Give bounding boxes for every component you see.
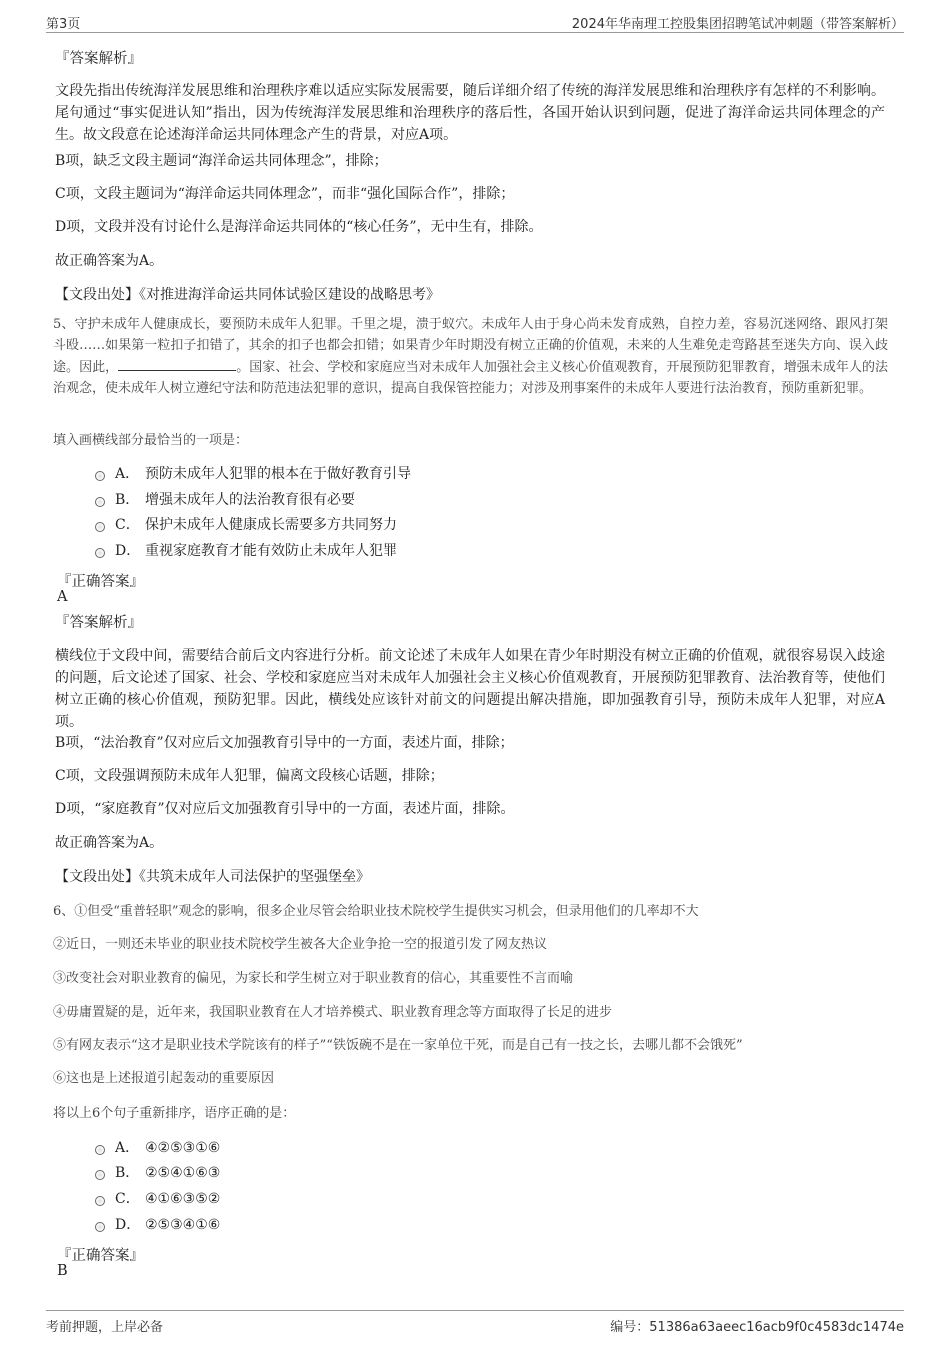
radio-icon[interactable] — [95, 522, 105, 532]
option-c[interactable]: C． 保护未成年人健康成长需要多方共同努力 — [95, 514, 397, 536]
question-5-prompt: 填入画横线部分最恰当的一项是： — [53, 433, 249, 448]
option-d[interactable]: D． 重视家庭教育才能有效防止未成年人犯罪 — [95, 540, 397, 562]
analysis-option-c: C项，文段主题词为“海洋命运共同体理念”，而非“强化国际合作”，排除； — [55, 186, 515, 202]
radio-icon[interactable] — [95, 1196, 105, 1206]
question-5-stem — [53, 314, 888, 399]
radio-icon[interactable] — [95, 1145, 105, 1155]
analysis-option-d: D项，文段并没有讨论什么是海洋命运共同体的“核心任务”，无中生有，排除。 — [55, 219, 543, 235]
passage-source: 【文段出处】《对推进海洋命运共同体试验区建设的战略思考》 — [55, 287, 440, 303]
option-d-text: 重视家庭教育才能有效防止未成年人犯罪 — [145, 543, 397, 559]
analysis-option-b: B项，缺乏文段主题词“海洋命运共同体理念”，排除； — [55, 153, 388, 169]
option-d-text: ②⑤③④①⑥ — [145, 1217, 221, 1233]
analysis-option-c: C项，文段强调预防未成年人犯罪，偏离文段核心话题，排除； — [55, 768, 444, 784]
final-answer: 故正确答案为A。 — [55, 253, 164, 269]
analysis-label: 『答案解析』 — [55, 615, 142, 631]
option-b-text: 增强未成年人的法治教育很有必要 — [145, 492, 355, 508]
option-b-text: ②⑤④①⑥③ — [145, 1165, 221, 1181]
sentence-1: 6、①但受“重普轻职”观念的影响，很多企业尽管会给职业技术院校学生提供实习机会，但录用他们的几率却不大 — [53, 904, 699, 919]
sentence-5: ⑤有网友表示“这才是职业技术学院该有的样子”“铁饭碗不是在一家单位干死，而是自己有一技之长，去哪儿都不会饿死” — [53, 1038, 743, 1053]
option-a-text: ④②⑤③①⑥ — [145, 1140, 221, 1156]
correct-answer-label: 『正确答案』 — [57, 1248, 144, 1264]
correct-answer: B — [57, 1263, 68, 1279]
question-5-stem-part2: 。国家、社会、学校和家庭应当对未成年人加强社会主义核心价值观教育，开展预防犯罪教育，增强未成年人的法治观念，使未成年人树立遵纪守法和防范违法犯罪的意识，提高自我保管控能力；对涉及刑事案件的未成年人要进行法治教育，预防重新犯罪。 — [53, 360, 888, 396]
fill-blank — [118, 356, 236, 371]
option-a[interactable]: A． 预防未成年人犯罪的根本在于做好教育引导 — [95, 463, 411, 485]
option-d[interactable]: D． ②⑤③④①⑥ — [95, 1214, 220, 1236]
option-c[interactable]: C． ④①⑥③⑤② — [95, 1188, 220, 1210]
option-c-text: 保护未成年人健康成长需要多方共同努力 — [145, 517, 397, 533]
analysis-text: 文段先指出传统海洋发展思维和治理秩序难以适应实际发展需要，随后详细介绍了传统的海洋发展思维和治理秩序有怎样的不利影响。尾句通过“事实促进认知”指出，因为传统海洋发展思维和治理秩序的落后性，各国开始认识到问题，促进了海洋命运共同体理念的产生。故文段意在论述海洋命运共同体理念产生的背景，对应A项。 — [55, 83, 885, 143]
radio-icon[interactable] — [95, 497, 105, 507]
analysis-option-b: B项，“法治教育”仅对应后文加强教育引导中的一方面，表述片面，排除； — [55, 735, 514, 751]
sentence-3: ③改变社会对职业教育的偏见，为家长和学生树立对于职业教育的信心，其重要性不言而喻 — [53, 971, 574, 986]
analysis-text: 横线位于文段中间，需要结合前后文内容进行分析。前文论述了未成年人如果在青少年时期没有树立正确的价值观，就很容易误入歧途的问题，后文论述了国家、社会、学校和家庭应当对未成年人加强社会主义核心价值观教育，开展预防犯罪教育、法治教育等，使他们树立正确的核心价值观，预防犯罪。因此，横线处应该针对前文的问题提出解决措施，即加强教育引导，预防未成年人犯罪，对应A项。 — [55, 648, 885, 730]
correct-answer-label: 『正确答案』 — [57, 574, 144, 590]
radio-icon[interactable] — [95, 471, 105, 481]
sentence-6: ⑥这也是上述报道引起轰动的重要原因 — [53, 1071, 275, 1086]
document-id: 编号：51386a63aeec16acb9f0c4583dc1474e — [610, 1320, 904, 1335]
option-c-text: ④①⑥③⑤② — [145, 1191, 221, 1207]
passage-source: 【文段出处】《共筑未成年人司法保护的坚强堡垒》 — [55, 869, 370, 885]
page-number: 第3页 — [46, 17, 81, 32]
final-answer: 故正确答案为A。 — [55, 835, 164, 851]
radio-icon[interactable] — [95, 548, 105, 558]
option-a[interactable]: A． ④②⑤③①⑥ — [95, 1137, 220, 1159]
sentence-4: ④毋庸置疑的是，近年来，我国职业教育在人才培养模式、职业教育理念等方面取得了长足的进步 — [53, 1005, 613, 1020]
question-6-prompt: 将以上6个句子重新排序，语序正确的是： — [53, 1106, 296, 1121]
sentence-2: ②近日，一则还未毕业的职业技术院校学生被各大企业争抢一空的报道引发了网友热议 — [53, 937, 548, 952]
analysis-option-d: D项，“家庭教育”仅对应后文加强教育引导中的一方面，表述片面，排除。 — [55, 801, 515, 817]
question-5-stem-part1: 5、守护未成年人健康成长，要预防未成年人犯罪。千里之堤，溃于蚁穴。未成年人由于身心尚未发育成熟，自控力差，容易沉迷网络、跟风打架斗殴……如果第一粒扣子扣错了，其余的扣子也都会扣错；如果青少年时期没有树立正确的价值观，未来的人生难免走弯路甚至迷失方向、误入歧途。因此， — [53, 317, 888, 375]
option-b[interactable]: B． ②⑤④①⑥③ — [95, 1162, 220, 1184]
option-a-text: 预防未成年人犯罪的根本在于做好教育引导 — [145, 466, 411, 482]
radio-icon[interactable] — [95, 1222, 105, 1232]
analysis-label: 『答案解析』 — [55, 51, 142, 67]
radio-icon[interactable] — [95, 1170, 105, 1180]
page-footer — [46, 1310, 904, 1339]
document-title: 2024年华南理工控股集团招聘笔试冲刺题（带答案解析） — [571, 17, 904, 32]
footer-slogan: 考前押题，上岸必备 — [46, 1320, 164, 1335]
correct-answer: A — [57, 589, 68, 605]
option-b[interactable]: B． 增强未成年人的法治教育很有必要 — [95, 489, 355, 511]
page-header — [46, 12, 904, 33]
